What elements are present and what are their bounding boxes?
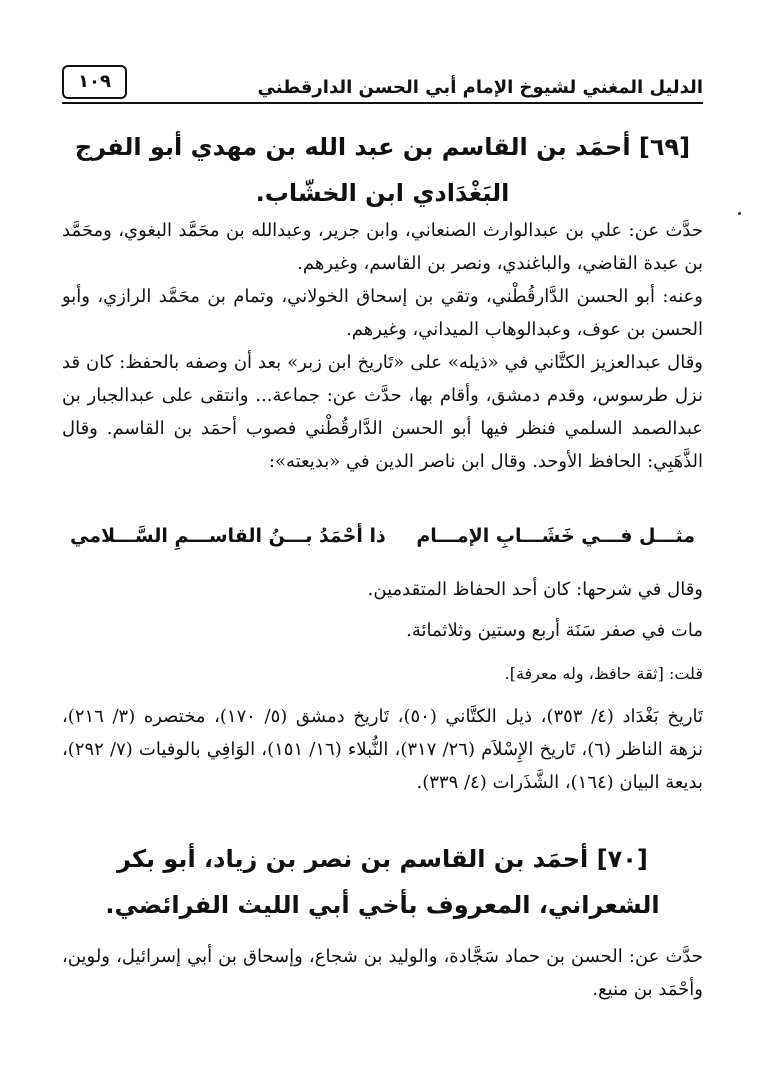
running-header bbox=[62, 62, 703, 104]
entry-69-verdict: قلت: [ثقة حافظ، وله معرفة]. bbox=[504, 664, 703, 683]
entry-69-students: وعنه: أبو الحسن الدَّارقُطْني، وتقي بن إسحاق الخولاني، وتمام بن محَمَّد الرازي، وأبو الحسن بن عوف، وعبدالوهاب الميداني، وغيرهم. bbox=[62, 286, 703, 340]
running-title: الدليل المغني لشيوخ الإمام أبي الحسن الدارقطني bbox=[257, 77, 703, 98]
entry-69-sources: تَاريخ بَغْدَاد (٤/ ٣٥٣)، ذيل الكتَّاني (٥٠)، تَاريخ دمشق (٥/ ١٧٠)، مختصره (٣/ ٢١٦)، نزهة الناظر (٦)، تَاريخ الإِسْلاَم (٢٦/ ٣١٧)، النُّبلاء (١٦/ ١٥١)، الوَافِي بالوفيات (٧/ ٢٩٢)، بديعة البيان (١٦٤)، الشَّذَرات (٤/ ٣٣٩). bbox=[62, 706, 704, 793]
entry-70-heading: [٧٠] أحمَد بن القاسم بن نصر بن زياد، أبو بكر الشعراني، المعروف بأخي أبي الليث الفرائضي. bbox=[105, 845, 660, 919]
poem-hemistich-right: مثـــل فـــي خَشَـــابِ الإمـــام bbox=[416, 525, 695, 547]
margin-mark bbox=[738, 212, 741, 215]
entry-70-teachers: حدَّث عن: الحسن بن حماد سَجَّادة، والوليد بن شجاع، وإسحاق بن أبي إسرائيل، ولوين، وأحْمَد بن منيع. bbox=[62, 946, 703, 1000]
entry-69-heading: [٦٩] أحمَد بن القاسم بن عبد الله بن مهدي أبو الفرج البَغْدَادي ابن الخشّاب. bbox=[74, 133, 691, 207]
entry-69-body bbox=[62, 214, 703, 478]
entry-70-body bbox=[62, 940, 703, 1006]
entry-69-death: مات في صفر سَنَة أربع وستين وثلاثمائة. bbox=[406, 620, 703, 641]
entry-69-kattani-quote: وقال عبدالعزيز الكتَّاني في «ذيله» على «تَاريخ ابن زبر» بعد أن وصفه بالحفظ: كان قد نزل طرسوس، وقدم دمشق، وأقام بها، حدَّث عن: جماعة... وانتقى على عبدالجبار بن عبدالصمد السلمي فنظر فيها أبو الحسن الدَّارقُطْني فصوب أحمَد بن القاسم. وقال الذَّهَبِي: الحافظ الأوحد. وقال ابن ناصر الدين في «بديعته»: bbox=[62, 352, 703, 472]
entry-69-teachers: حدَّث عن: علي بن عبدالوارث الصنعاني، وابن جرير، وعبدالله بن محَمَّد البغوي، ومحَمَّد بن عبدة القاضي، والباغندي، ونصر بن القاسم، وغيرهم. bbox=[62, 220, 703, 274]
entry-69-notes bbox=[62, 573, 703, 799]
poem-verse bbox=[70, 525, 695, 547]
page-number: ١٠٩ bbox=[62, 65, 127, 99]
poem-hemistich-left: ذا أحْمَدُ بـــنُ القاســـمِ السَّـــلامي bbox=[70, 525, 386, 547]
entry-69-sharh: وقال في شرحها: كان أحد الحفاظ المتقدمين. bbox=[367, 579, 703, 600]
